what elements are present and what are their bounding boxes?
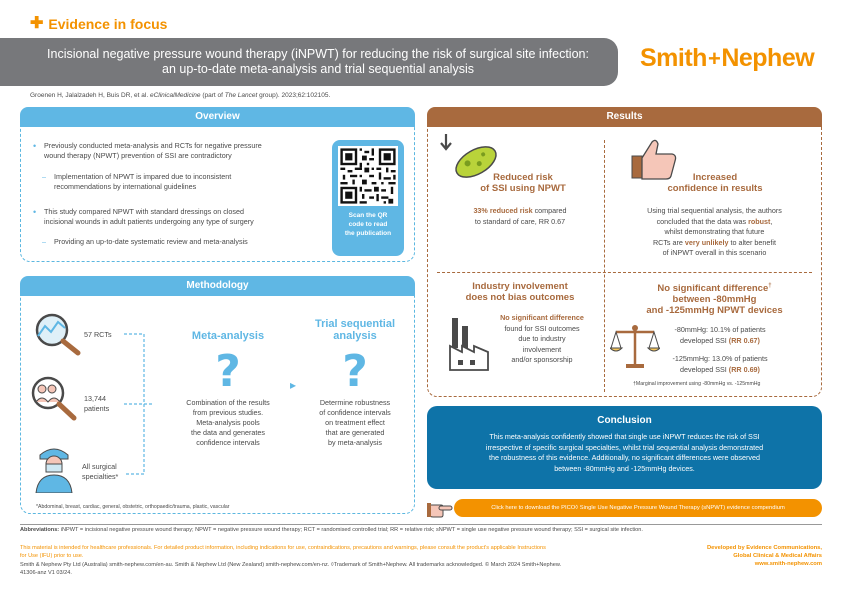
r4-a-rr: (RR 0.67) [728, 335, 760, 345]
smith-nephew-logo [640, 44, 814, 73]
chart-magnifier-icon [30, 308, 85, 356]
r2-line: Using trial sequential analysis, the authors [647, 206, 782, 215]
specialties-line-1: All surgical [82, 462, 117, 471]
legal-line: Smith & Nephew Pty Ltd (Australia) smith-nephew.com/en-au. Smith & Nephew Ltd (New Zealand) smith-nephew.com/en-nz. ◊Trademark of Smith+Nephew. All trademarks acknowledged. © March 2024 Smith+Nephew. [20, 562, 562, 568]
r3-line: involvement [522, 344, 562, 354]
r4-a-line: -80mmHg: 10.1% of patients [674, 325, 766, 334]
ma-line: Combination of the results [186, 398, 270, 407]
disclaimer-line: This material is intended for healthcare professionals. For detailed product information, including indications for use, contraindications, precautions and warnings, please consult the product's applicable Instructions [20, 545, 546, 551]
ma-line: from previous studies. [192, 408, 264, 417]
results-divider-h [437, 272, 812, 273]
overview-subbullet-1 [42, 172, 329, 192]
tsa-line: Determine robustness [319, 398, 391, 407]
qr-caption-line: Scan the QR [348, 212, 388, 219]
r2-text: concluded that the data was [656, 216, 749, 226]
increased-confidence-text [612, 206, 817, 259]
tsa-heading-line: Trial sequential [314, 318, 396, 330]
specialties [82, 462, 118, 481]
bullet-2-line-1: This study compared NPWT with standard dressings on closed [44, 207, 245, 216]
bullet-icon: • [33, 207, 37, 217]
legal-line: 41306-anz V1 03/24. [20, 569, 72, 576]
r1-emphasis: 33% reduced risk [473, 206, 533, 215]
r2-line: whilst demonstrating that future [664, 227, 765, 236]
subbullet-2-line-1: Providing an up-to-date systematic review and meta-analysis [54, 237, 248, 246]
qr-caption [332, 211, 404, 238]
conclusion-line: the robustness of this evidence. Additionally, no significant differences were observed [488, 453, 761, 462]
r2-heading-line: confidence in results [667, 183, 763, 194]
subbullet-1-line-1: Implementation of NPWT is impared due to inconsistent [54, 172, 232, 181]
r2-emphasis: robust [748, 216, 771, 226]
r4-heading-line: between -80mmHg [672, 294, 757, 306]
ma-line: Meta-analysis pools [196, 418, 260, 427]
overview-subbullet-2 [42, 237, 329, 247]
subbullet-1-line-2: recommendations by international guidelines [54, 182, 197, 191]
title-line-2: an up-to-date meta-analysis and trial sequential analysis [162, 62, 474, 76]
tsa-description [295, 398, 415, 448]
patients-magnifier-icon [30, 375, 80, 423]
r1-text-2: to standard of care, RR 0.67 [474, 216, 566, 226]
disclaimer [20, 545, 630, 560]
title-banner [0, 38, 618, 86]
download-compendium-button[interactable]: Click here to download the PICO◊ Single Use Negative Pressure Wound Therapy (sNPWT) evidence compendium [454, 499, 822, 517]
r2-text: RCTs are [652, 237, 685, 247]
tsa-line: by meta-analysis [328, 438, 382, 447]
conclusion-text [449, 432, 800, 474]
r4-dagger: † [768, 283, 772, 289]
logo-left: Smith [640, 44, 707, 72]
r2-heading-line: Increased [692, 172, 738, 183]
r1-text: compared [532, 206, 567, 215]
r3-line: found for SSI outcomes [504, 323, 580, 333]
r3-heading-line: Industry involvement [472, 281, 568, 292]
patients-count [84, 394, 109, 413]
balance-scale-icon [610, 322, 660, 372]
bullet-icon: • [33, 141, 37, 151]
r1-heading-line: of SSI using NPWT [480, 183, 566, 194]
pressure-heading [612, 281, 817, 316]
r3-emphasis: No significant difference [500, 313, 584, 322]
question-icon: ? [215, 346, 241, 397]
bracket-connector [122, 330, 152, 480]
r4-heading: No significant difference [657, 283, 769, 295]
logo-right: Nephew [721, 44, 815, 72]
developed-by-line: Developed by Evidence Communications, [706, 545, 822, 551]
r2-text: to alter benefit [728, 237, 777, 247]
r1-heading-line: Reduced risk [493, 172, 553, 183]
r4-a-text: developed SSI [680, 335, 729, 345]
r3-heading-line: does not bias outcomes [465, 292, 575, 303]
plus-icon: ✚ [30, 15, 44, 32]
tsa-line: that are generated [325, 428, 385, 437]
overview-bullet-2 [33, 207, 329, 227]
qr-code[interactable] [338, 146, 398, 206]
bullet-2-line-2: incisional wounds in adult patients undergoing any type of surgery [44, 217, 254, 226]
ma-line: confidence intervals [196, 438, 260, 447]
r2-text: , [770, 216, 773, 226]
r3-line: due to industry [518, 334, 566, 343]
pointing-hand-icon [427, 497, 453, 519]
abbreviations-label: Abbreviations: [20, 527, 60, 533]
overview-heading: Overview [20, 107, 415, 127]
specialties-line-2: specialties* [82, 471, 119, 481]
dash-icon: – [42, 172, 46, 181]
citation [30, 92, 330, 99]
pressure-80-text [660, 325, 780, 346]
r4-b-rr: (RR 0.69) [728, 364, 760, 374]
legal-text [20, 562, 670, 577]
citation-journal: eClinicalMedicine [149, 92, 201, 99]
industry-text [490, 313, 594, 366]
title-line-1: Incisional negative pressure wound therapy (iNPWT) for reducing the risk of surgical site infection: [47, 47, 589, 61]
tsa-heading [295, 318, 415, 342]
pressure-footnote: †Marginal improvement using -80mmHg vs. -125mmHg [633, 381, 761, 387]
surgeon-icon [34, 445, 74, 493]
conclusion-heading: Conclusion [597, 415, 652, 426]
qr-card[interactable] [332, 140, 404, 256]
logo-amp: + [707, 45, 721, 71]
citation-part-pre: (part of [202, 92, 223, 99]
qr-caption-line: code to read [348, 221, 388, 228]
abbreviations [20, 524, 822, 533]
patients-label: patients [84, 403, 110, 413]
evidence-in-focus-tag [30, 16, 167, 32]
conclusion-panel [427, 406, 822, 489]
citation-authors: Groenen H, Jalalzadeh H, Buis DR, et al. [30, 92, 149, 99]
overview-bullet-1 [33, 141, 329, 161]
r2-line: of iNPWT overall in this scenario [662, 248, 767, 257]
website-link[interactable]: www.smith-nephew.com [754, 560, 822, 567]
disclaimer-line: for Use (IFU) prior to use. [20, 552, 84, 559]
results-heading: Results [427, 107, 822, 127]
r3-line: and/or sponsorship [511, 355, 573, 364]
ma-line: the data and generates [191, 428, 265, 437]
r2-emphasis: very unlikely [684, 237, 729, 247]
tsa-heading-line: analysis [333, 330, 377, 342]
reduced-risk-text [440, 206, 600, 227]
r4-b-line: -125mmHg: 13.0% of patients [672, 354, 768, 363]
citation-part-post: group). 2023;62:102105. [259, 92, 331, 99]
conclusion-line: irrespective of specific surgical specialties, whilst trial sequential analysis demonstrated [485, 442, 764, 452]
meta-analysis-heading: Meta-analysis [191, 330, 265, 342]
methodology-heading: Methodology [20, 276, 415, 296]
tsa-line: of confidence intervals [319, 408, 391, 417]
methodology-footnote: *Abdominal, breast, cardiac, general, obstetric, orthopaedic/trauma, plastic, vascular [36, 504, 230, 510]
patients-number: 13,744 [84, 394, 106, 403]
conclusion-line: This meta-analysis confidently showed that single use iNPWT reduces the risk of SSI [489, 432, 760, 441]
reduced-risk-heading [448, 172, 598, 194]
developed-by-line: Global Clinical & Medical Affairs [733, 552, 822, 559]
qr-caption-line: the publication [344, 230, 392, 237]
bullet-1-line-2: wound therapy (NPWT) prevention of SSI are contradictory [44, 151, 232, 160]
results-divider-v [604, 140, 605, 392]
conclusion-line: between -80mmHg and -125mmHg devices. [554, 463, 695, 473]
arrow-right-icon: ▸ [290, 378, 297, 392]
r4-b-text: developed SSI [680, 364, 729, 374]
r4-heading-line: and -125mmHg NPWT devices [646, 305, 783, 317]
bullet-1-line-1: Previously conducted meta-analysis and RCTs for negative pressure [44, 141, 262, 150]
factory-icon [448, 312, 493, 372]
tag-label: Evidence in focus [48, 16, 168, 32]
industry-heading [440, 281, 600, 303]
tsa-line: on treatment effect [325, 418, 385, 427]
abbreviations-text: iNPWT = incisional negative pressure wound therapy; NPWT = negative pressure wound therapy; RCT = randomised controlled trial; RR = relative risk; sNPWT = single use negative pressure wound therapy; SSI = surgical site infection. [59, 527, 643, 533]
dash-icon: – [42, 237, 46, 246]
increased-confidence-heading [650, 172, 780, 194]
developed-by [660, 545, 822, 568]
pressure-125-text [660, 354, 780, 375]
meta-analysis-description [168, 398, 288, 448]
rcts-count: 57 RCTs [84, 330, 112, 339]
question-icon: ? [342, 346, 368, 397]
citation-lancet: The Lancet [224, 92, 258, 99]
